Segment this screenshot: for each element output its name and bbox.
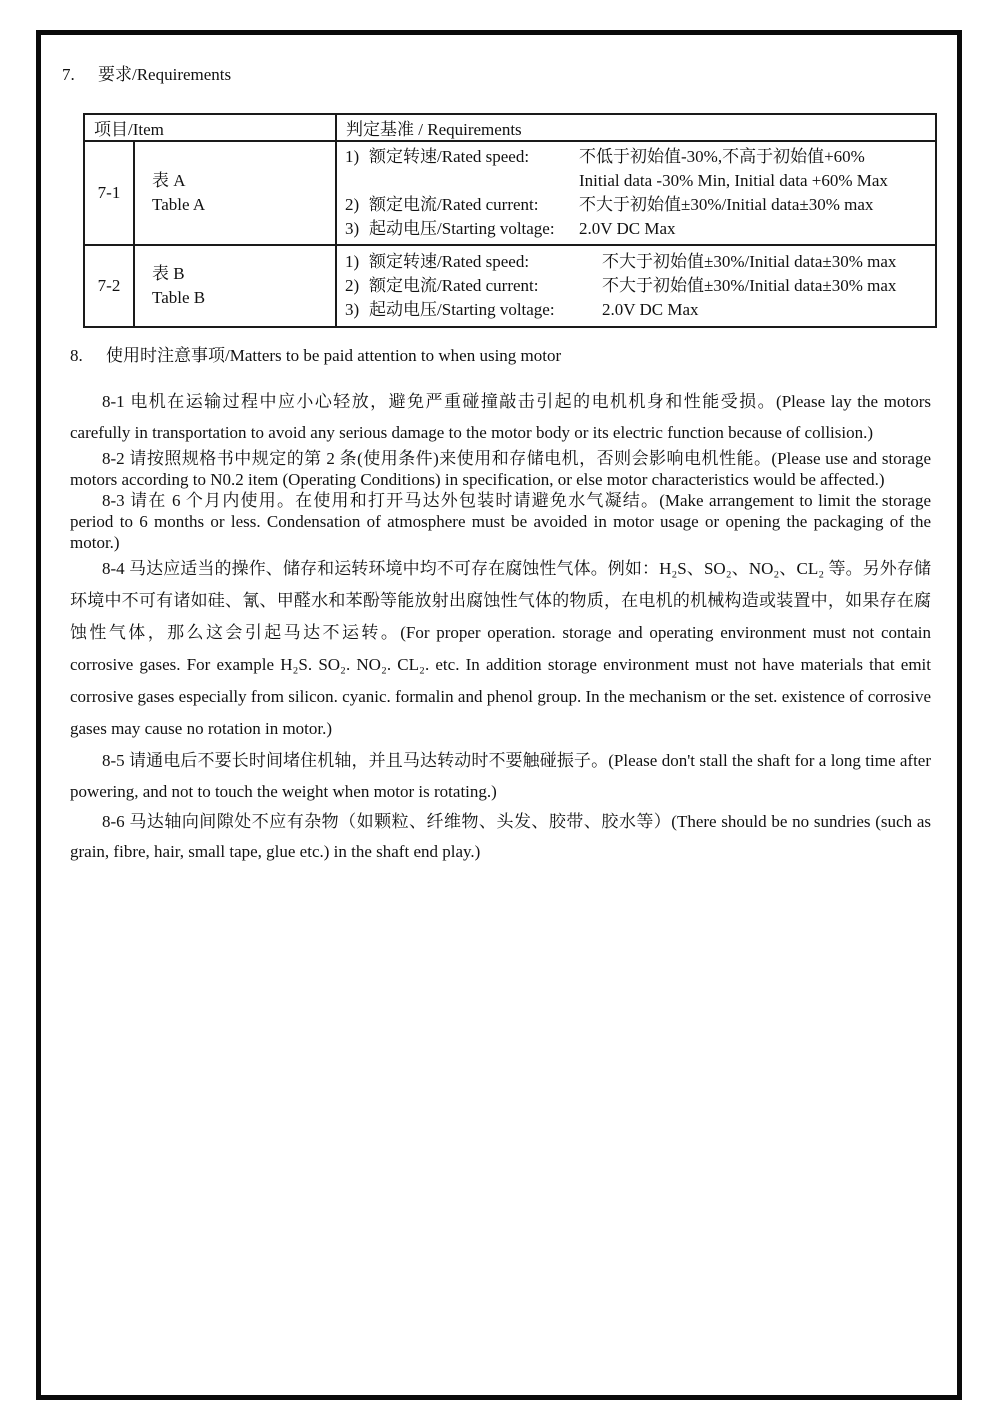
paragraph-8-2: 8-2 请按照规格书中规定的第 2 条(使用条件)来使用和存储电机，否则会影响电机性能。(Please use and storage motors according to N0.2 item (Operating Conditions) in specification, or else motor characteristics would be affected.) (70, 449, 931, 489)
table-row-7-2 (84, 245, 936, 327)
column-header-requirements: 判定基准 / Requirements (336, 114, 936, 141)
row-requirements (336, 141, 936, 245)
table-row-7-1 (84, 141, 936, 245)
row-item (134, 245, 336, 327)
row-id: 7-2 (84, 245, 134, 327)
paragraph-8-5: 8-5 请通电后不要长时间堵住机轴，并且马达转动时不要触碰振子。(Please don't stall the shaft for a long time after powering, and not to touch the weight when motor is rotating.) (70, 751, 931, 801)
section8-heading (70, 344, 957, 368)
requirement-line: 3) 起动电压/Starting voltage: 2.0V DC Max (345, 219, 676, 238)
requirement-line: 2) 额定电流/Rated current: 不大于初始值±30%/Initial data±30% max (345, 276, 897, 295)
requirement-line: 3) 起动电压/Starting voltage: 2.0V DC Max (345, 300, 699, 319)
section7-number: 7. (62, 65, 75, 84)
paragraph-8-3: 8-3 请在 6 个月内使用。在使用和打开马达外包装时请避免水气凝结。(Make arrangement to limit the storage period to 6 months or less. Condensation of atmosphere must be avoided in motor usage or opening the packaging of the motor.) (70, 491, 931, 552)
table-header-row (84, 114, 936, 141)
section7-heading (62, 63, 957, 87)
row-item (134, 141, 336, 245)
item-name-cn: 表 A (152, 171, 186, 190)
paragraph-8-4: 8-4 马达应适当的操作、储存和运转环境中均不可存在腐蚀性气体。例如：H₂S、SO₂、NO₂、CL₂ 等。另外存储环境中不可有诸如硅、氰、甲醛水和苯酚等能放射出腐蚀性气体的物质，在电机的机械构造或装置中，如果存在腐蚀性气体，那么这会引起马达不运转。(For proper operation. storage and operating environment must not contain corrosive gases. For example H₂S. SO₂. NO₂. CL₂. etc. In addition storage environment must not have materials that emit corrosive gases especially from silicon. cyanic. formalin and phenol group. In the mechanism or the set. existence of corrosive gases may cause no rotation in motor.) (70, 559, 931, 738)
requirements-table (83, 113, 937, 328)
item-name-en: Table A (152, 195, 206, 214)
section7-title: 要求/Requirements (98, 65, 232, 84)
row-id: 7-1 (84, 141, 134, 245)
item-name-en: Table B (152, 288, 206, 307)
column-header-item: 项目/Item (84, 114, 336, 141)
requirement-line: 2) 额定电流/Rated current: 不大于初始值±30%/Initial data±30% max (345, 195, 874, 214)
requirement-line: Initial data -30% Min, Initial data +60% Max (579, 171, 888, 190)
paragraph-8-6: 8-6 马达轴向间隙处不应有杂物（如颗粒、纤维物、头发、胶带、胶水等）(There should be no sundries (such as grain, fibre, hair, small tape, glue etc.) in the shaft end play.) (70, 812, 931, 861)
document-frame (36, 30, 962, 1400)
section8-body (70, 386, 931, 867)
section8-number: 8. (70, 346, 83, 365)
requirement-line: 1) 额定转速/Rated speed: 不低于初始值-30%,不高于初始值+60% (345, 147, 865, 166)
paragraph-8-1: 8-1 电机在运输过程中应小心轻放，避免严重碰撞敲击引起的电机机身和性能受损。(Please lay the motors carefully in transportation to avoid any serious damage to the motor body or its electric function because of collision.) (70, 392, 931, 442)
item-name-cn: 表 B (152, 264, 185, 283)
section8-title: 使用时注意事项/Matters to be paid attention to when using motor (106, 346, 562, 365)
requirement-line: 1) 额定转速/Rated speed: 不大于初始值±30%/Initial data±30% max (345, 252, 897, 271)
row-requirements (336, 245, 936, 327)
